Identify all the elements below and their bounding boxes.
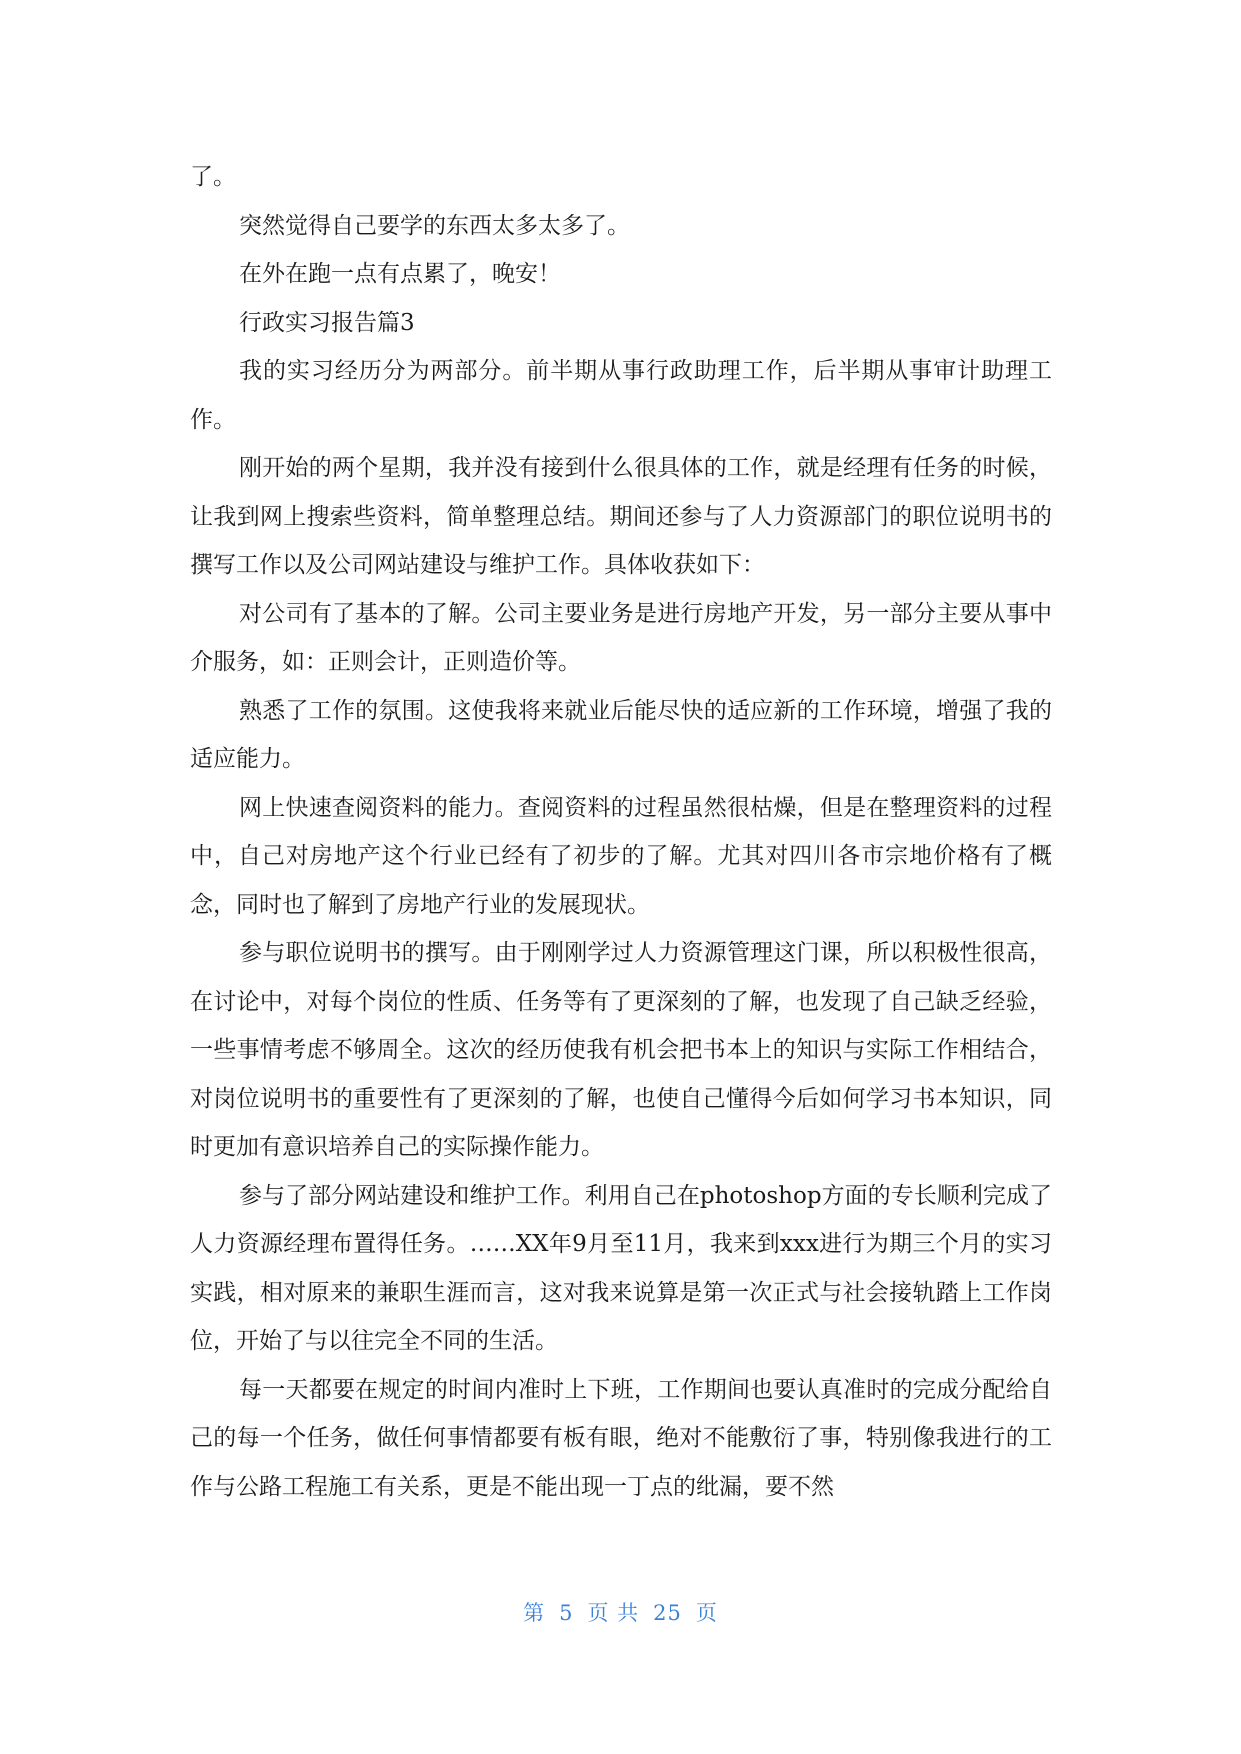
- document-body: [190, 153, 1052, 1511]
- paragraph: 每一天都要在规定的时间内准时上下班，工作期间也要认真准时的完成分配给自己的每一个任务，做任何事情都要有板有眼，绝对不能敷衍了事，特别像我进行的工作与公路工程施工有关系，更是不能出现一丁点的纰漏，要不然: [190, 1376, 1052, 1500]
- footer-middle: 页 共: [587, 1601, 640, 1625]
- footer-prefix: 第: [523, 1601, 546, 1625]
- section-heading: 行政实习报告篇3: [239, 309, 415, 336]
- paragraph: 了。: [190, 164, 236, 190]
- paragraph: 参与职位说明书的撰写。由于刚刚学过人力资源管理这门课，所以积极性很高，在讨论中，对每个岗位的性质、任务等有了更深刻的了解，也发现了自己缺乏经验，一些事情考虑不够周全。这次的经历使我有机会把书本上的知识与实际工作相结合，对岗位说明书的重要性有了更深刻的了解，也使自己懂得今后如何学习书本知识，同时更加有意识培养自己的实际操作能力。: [190, 940, 1052, 1160]
- paragraph: 突然觉得自己要学的东西太多太多了。: [239, 212, 630, 239]
- paragraph: 熟悉了工作的氛围。这使我将来就业后能尽快的适应新的工作环境，增强了我的适应能力。: [190, 697, 1052, 772]
- paragraph: 网上快速查阅资料的能力。查阅资料的过程虽然很枯燥，但是在整理资料的过程中，自己对房地产这个行业已经有了初步的了解。尤其对四川各市宗地价格有了概念，同时也了解到了房地产行业的发展现状。: [190, 794, 1052, 918]
- paragraph: 我的实习经历分为两部分。前半期从事行政助理工作，后半期从事审计助理工作。: [190, 358, 1052, 433]
- paragraph: 对公司有了基本的了解。公司主要业务是进行房地产开发，另一部分主要从事中介服务，如：正则会计，正则造价等。: [190, 600, 1052, 675]
- paragraph: 刚开始的两个星期，我并没有接到什么很具体的工作，就是经理有任务的时候，让我到网上搜索些资料，简单整理总结。期间还参与了人力资源部门的职位说明书的撰写工作以及公司网站建设与维护工作。具体收获如下：: [190, 455, 1052, 578]
- footer-suffix: 页: [695, 1601, 718, 1625]
- paragraph: 在外在跑一点有点累了，晚安！: [239, 261, 561, 287]
- page-footer: [0, 1597, 1241, 1627]
- footer-page-number: 5: [559, 1601, 574, 1625]
- footer-total-pages: 25: [653, 1601, 682, 1625]
- paragraph: 参与了部分网站建设和维护工作。利用自己在photoshop方面的专长顺利完成了人力资源经理布置得任务。……XX年9月至11月，我来到xxx进行为期三个月的实习实践，相对原来的兼职生涯而言，这对我来说算是第一次正式与社会接轨踏上工作岗位，开始了与以往完全不同的生活。: [190, 1182, 1052, 1354]
